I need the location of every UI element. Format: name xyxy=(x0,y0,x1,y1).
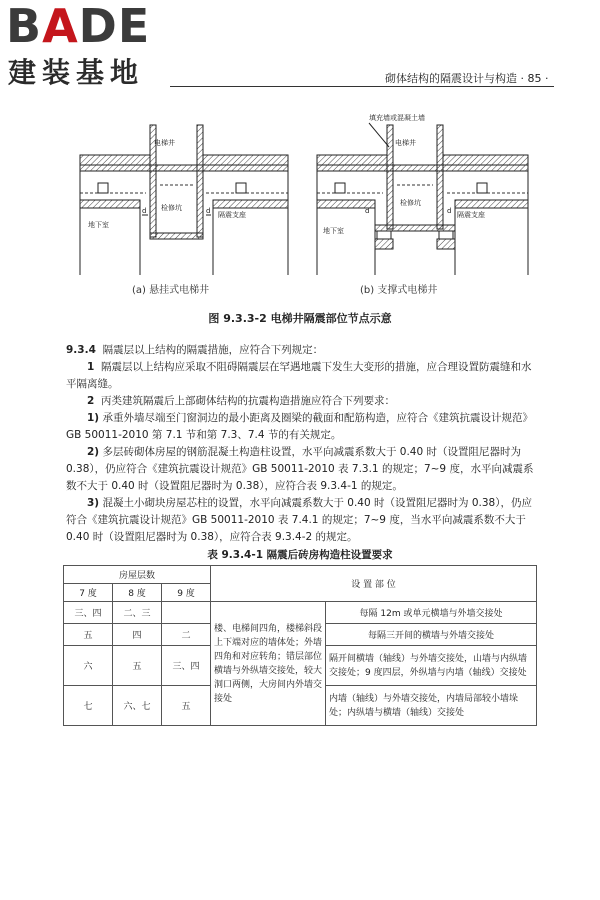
fig-b-pit-label: 检修坑 xyxy=(400,199,421,207)
sub-item-3: 3) 混凝土小砌块房屋芯柱的设置，水平向减震系数大于 0.40 时（设置阻尼器时为 0.38），仍应符合《建筑抗震设计规范》GB 50011-2010 表 7.4.1 的规定；7~9 度，当水平向减震系数不大于 0.40 时（设置阻尼器时为 0.38），应符合表 9.3.4-2 的规定。 xyxy=(66,497,532,543)
fig-a-pit-label: 检修坑 xyxy=(161,204,182,212)
table-row: 六 五 三、四 隔开间横墙（轴线）与外墙交接处，山墙与内纵墙交接处；9 度四层，外纵墙与内墙（轴线）交接处 xyxy=(64,646,537,686)
table-row: 七 六、七 五 内墙（轴线）与外墙交接处，内墙局部较小墙垛处；内纵墙与横墙（轴线）交接处 xyxy=(64,686,537,726)
sub-item-2: 2) 多层砖砌体房屋的钢筋混凝土构造柱设置，水平向减震系数大于 0.40 时（设置阻尼器时为 0.38），仍应符合《建筑抗震设计规范》GB 50011-2010 表 7.3.1 的规定；7~9 度，水平向减震系数不大于 0.40 时（设置阻尼器时为 0.38），应符合表 9.3.4-1 的规定。 xyxy=(66,446,534,492)
publisher-logo: BADE xyxy=(6,0,151,53)
figure-title: 图 9.3.3-2 电梯井隔震部位节点示意 xyxy=(208,312,392,325)
constructional-column-table xyxy=(63,565,537,726)
fig-b-basement-label: 地下室 xyxy=(323,227,344,235)
fig-a-basement-label: 地下室 xyxy=(88,221,109,229)
table-row: 五 四 二 每隔三开间的横墙与外墙交接处 xyxy=(64,624,537,646)
item-2: 2 丙类建筑隔震后上部砌体结构的抗震构造措施应符合下列要求： xyxy=(87,395,395,407)
col-7-degree: 7 度 xyxy=(64,584,113,602)
figure-a-suspended-shaft xyxy=(68,125,293,275)
publisher-logo-cn: 建装基地 xyxy=(8,56,145,89)
col-9-degree: 9 度 xyxy=(162,584,211,602)
table-row: 三、四 二、三 楼、电梯间四角，楼梯斜段上下端对应的墙体处；外墙四角和对应转角；错层部位横墙与外纵墙交接处，较大洞口两侧，大房间内外墙交接处 每隔 12m 或单元横墙与外墙交接处 xyxy=(64,602,537,624)
figure-a-caption: (a) 悬挂式电梯井 xyxy=(132,285,210,296)
fig-b-bearing-label: 隔震支座 xyxy=(457,211,485,219)
fig-b-gap-right: d xyxy=(447,207,452,215)
figure-b-supported-shaft xyxy=(305,114,535,275)
table-title: 表 9.3.4-1 隔震后砖房构造柱设置要求 xyxy=(207,549,393,561)
fig-a-shaft-label: 电梯井 xyxy=(154,139,175,147)
floors-header: 房屋层数 xyxy=(64,566,211,584)
common-position-cell: 楼、电梯间四角，楼梯斜段上下端对应的墙体处；外墙四角和对应转角；错层部位横墙与外纵墙交接处，较大洞口两侧，大房间内外墙交接处 xyxy=(211,602,326,726)
fig-a-gap-right: d xyxy=(206,207,211,215)
fig-b-shaft-label: 电梯井 xyxy=(395,139,416,147)
sub-item-1: 1) 承重外墙尽端至门窗洞边的最小距离及圈梁的截面和配筋构造，应符合《建筑抗震设计规范》GB 50011-2010 第 7.1 节和第 7.3、7.4 节的有关规定。 xyxy=(66,412,533,441)
fig-a-gap-left: d xyxy=(142,207,147,215)
section-heading: 9.3.4 隔震层以上结构的隔震措施，应符合下列规定： xyxy=(66,344,324,356)
running-header: 砌体结构的隔震设计与构造 · 85 · xyxy=(385,72,549,85)
fig-b-fill-wall-label: 填充墙或混凝土墙 xyxy=(369,114,425,122)
section-body xyxy=(66,342,536,546)
col-8-degree: 8 度 xyxy=(113,584,162,602)
fig-a-bearing-label: 隔震支座 xyxy=(218,211,246,219)
position-header: 设 置 部 位 xyxy=(211,566,537,602)
header-rule xyxy=(170,86,554,87)
item-1: 1 隔震层以上结构应采取不阻碍隔震层在罕遇地震下发生大变形的措施，应合理设置防震缝和水平隔离缝。 xyxy=(66,361,532,390)
fig-b-gap-left: d xyxy=(365,207,370,215)
figure-b-caption: (b) 支撑式电梯井 xyxy=(360,285,438,296)
